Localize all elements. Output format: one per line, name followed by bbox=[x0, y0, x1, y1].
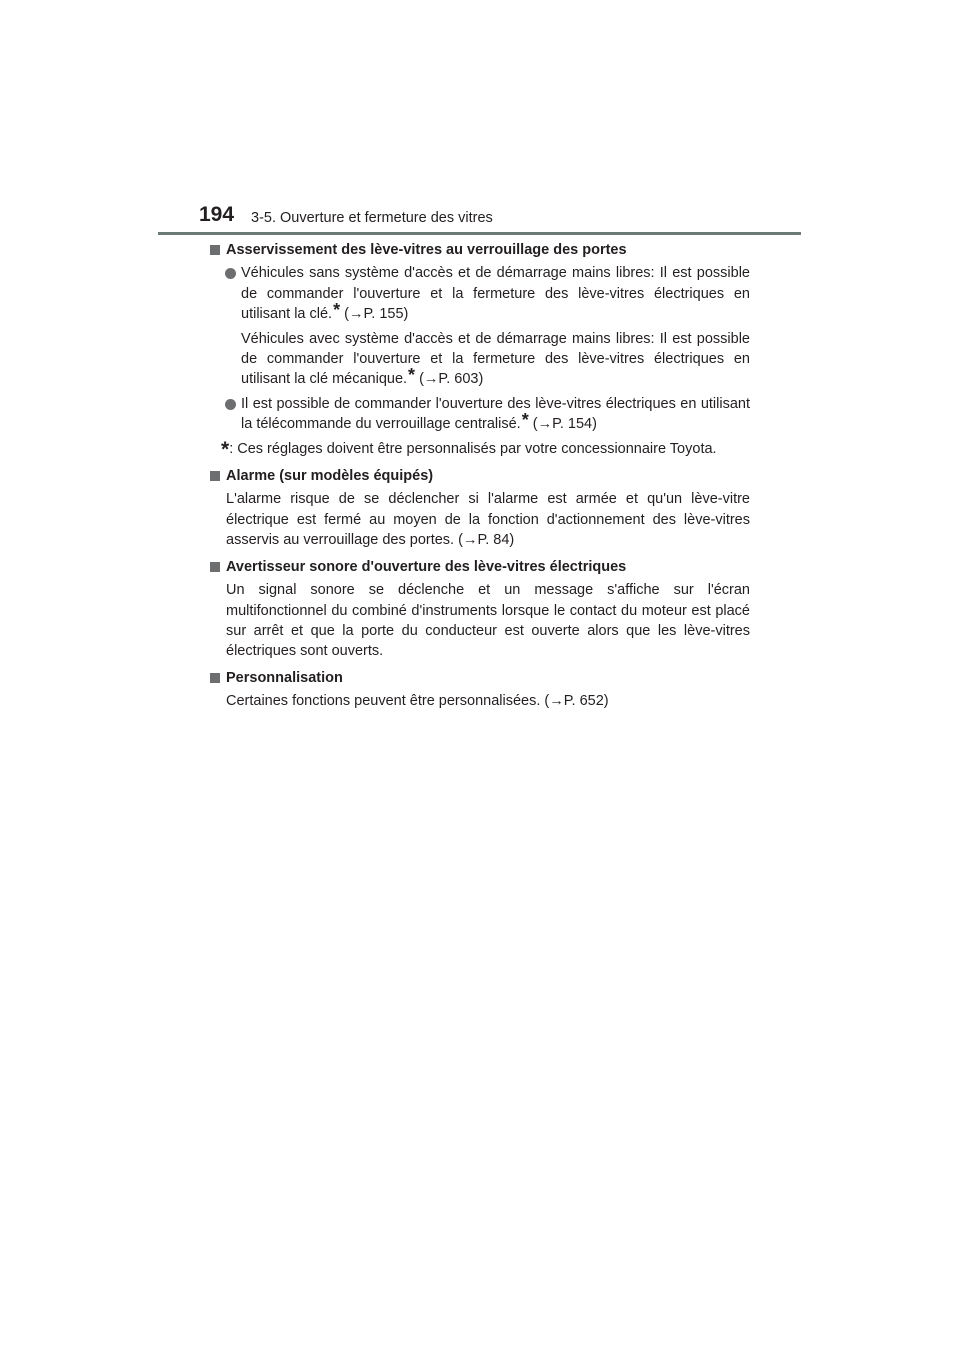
paragraph-text: L'alarme risque de se déclencher si l'alarme est armée et qu'un lève-vitre électrique est fermé au moyen de la fonction d'actionnement des lève-vitres asservis au verrouillage des portes. (→P. 84) bbox=[226, 491, 750, 549]
section-heading bbox=[210, 557, 750, 577]
section-customization bbox=[210, 668, 750, 712]
asterisk-icon: * bbox=[408, 365, 416, 386]
square-bullet-icon bbox=[210, 245, 220, 255]
footnote-text: : Ces réglages doivent être personnalisés par votre concessionnaire Toyota. bbox=[229, 440, 717, 457]
heading-text: Avertisseur sonore d'ouverture des lève-vitres électriques bbox=[226, 558, 627, 575]
square-bullet-icon bbox=[210, 562, 220, 572]
paragraph-text: Certaines fonctions peuvent être personnalisées. (→P. 652) bbox=[226, 693, 609, 710]
asterisk-icon: * bbox=[521, 410, 529, 431]
page-reference-link[interactable]: (→P. 603) bbox=[419, 371, 484, 388]
footnote bbox=[221, 439, 750, 459]
square-bullet-icon bbox=[210, 471, 220, 481]
page-reference-link[interactable]: (→P. 155) bbox=[344, 306, 409, 323]
heading-text: Asservissement des lève-vitres au verrouillage des portes bbox=[226, 242, 627, 258]
heading-text: Alarme (sur modèles équipés) bbox=[226, 468, 434, 485]
section-heading bbox=[210, 466, 750, 486]
bullet-text: Véhicules sans système d'accès et de démarrage mains libres: Il est possible de commander l'ouverture et la fermeture des lève-vitres électriques en utilisant la clé. bbox=[241, 265, 750, 323]
section-heading bbox=[210, 668, 750, 688]
paragraph-text: Un signal sonore se déclenche et un message s'affiche sur l'écran multifonctionnel du combiné d'instruments lorsque le contact du moteur est placé sur arrêt et que la porte du conducteur est ouverte alors que les lève-vitres électriques sont ouverts. bbox=[226, 582, 750, 660]
asterisk-icon: * bbox=[221, 437, 230, 461]
circle-bullet-icon bbox=[225, 399, 236, 410]
section-alarm bbox=[210, 466, 750, 551]
page-reference-link[interactable]: (→P. 154) bbox=[532, 416, 597, 433]
header-rule bbox=[158, 232, 801, 235]
list-item bbox=[225, 394, 750, 435]
page-number: 194 bbox=[199, 203, 235, 226]
paragraph-text: Véhicules avec système d'accès et de démarrage mains libres: Il est possible de commander l'ouverture et la fermeture des lève-vitres électriques en utilisant la clé mécanique. bbox=[241, 330, 750, 388]
circle-bullet-icon bbox=[225, 268, 236, 279]
section-title: 3-5. Ouverture et fermeture des vitres bbox=[251, 210, 493, 226]
square-bullet-icon bbox=[210, 673, 220, 683]
section-open-window-buzzer bbox=[210, 557, 750, 662]
heading-text: Personnalisation bbox=[226, 669, 343, 686]
list-item bbox=[225, 263, 750, 324]
asterisk-icon: * bbox=[333, 300, 341, 321]
bullet-text: Il est possible de commander l'ouverture des lève-vitres électriques en utilisant la télécommande du verrouillage centralisé. bbox=[241, 395, 750, 433]
list-item-continuation bbox=[241, 329, 750, 390]
section-heading bbox=[210, 240, 750, 260]
section-window-lock-link bbox=[210, 240, 750, 459]
page-content bbox=[210, 240, 750, 718]
